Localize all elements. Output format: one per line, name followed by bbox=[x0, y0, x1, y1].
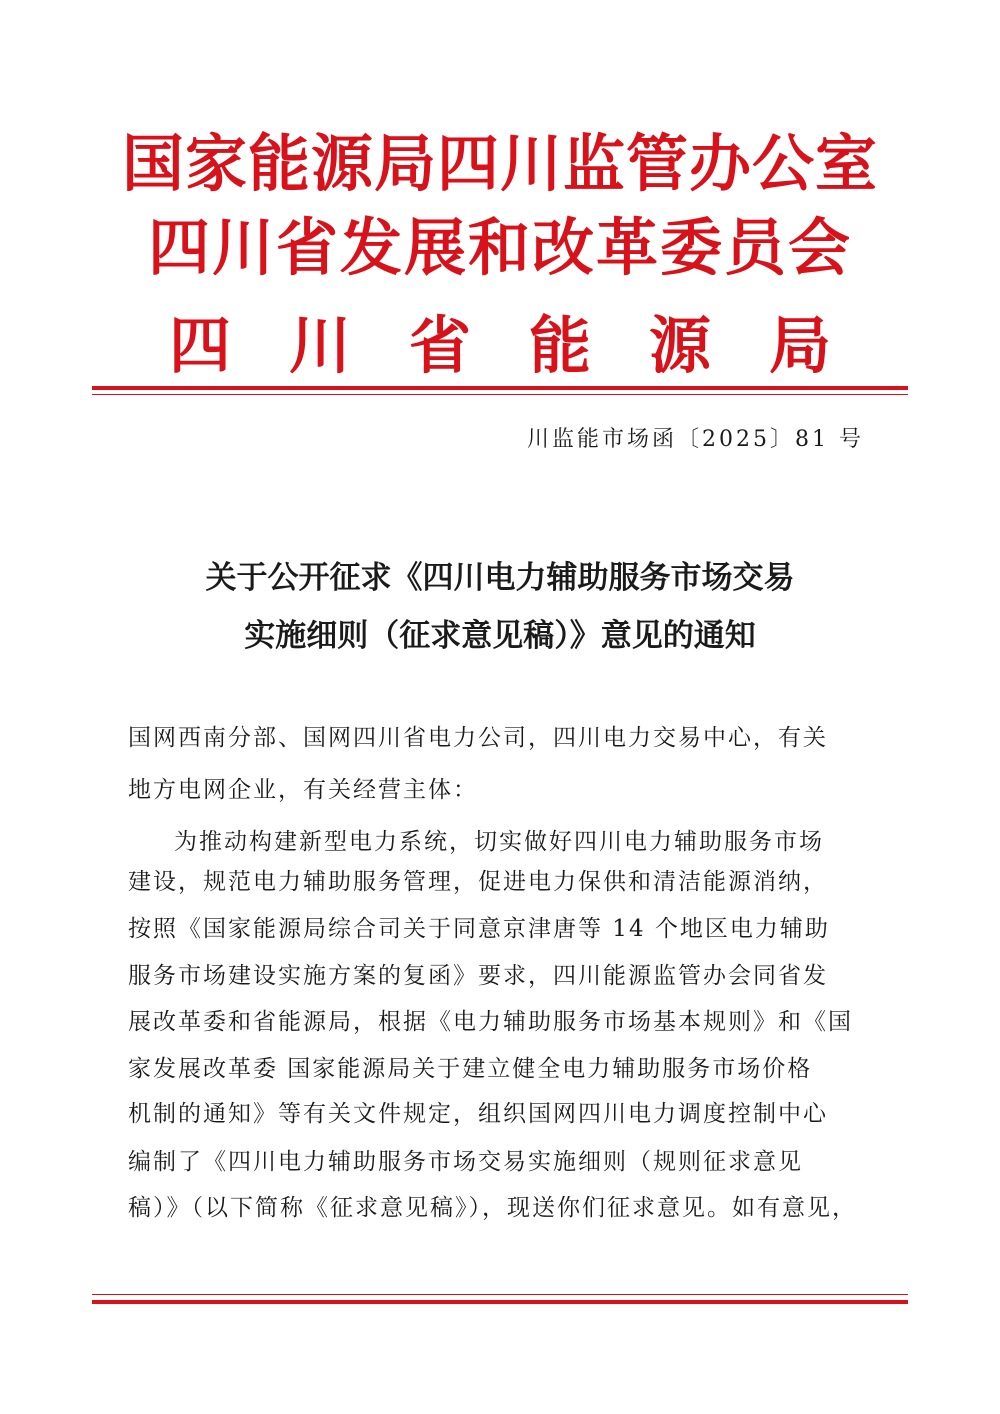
document-title-line-2: 实施细则（征求意见稿）》意见的通知 bbox=[244, 618, 756, 654]
body-line: 服务市场建设实施方案的复函》要求，四川能源监管办会同省发 bbox=[128, 963, 828, 989]
body-line: 为推动构建新型电力系统，切实做好四川电力辅助服务市场 bbox=[174, 829, 824, 855]
body-line: 展改革委和省能源局，根据《电力辅助服务市场基本规则》和《国 bbox=[128, 1009, 853, 1035]
body-line: 国网西南分部、国网四川省电力公司，四川电力交易中心，有关 bbox=[128, 725, 828, 751]
document-number: 川监能市场函〔2025〕81 号 bbox=[527, 427, 864, 452]
body-line: 编制了《四川电力辅助服务市场交易实施细则（规则征求意见 bbox=[128, 1149, 803, 1175]
footer-rule-thin bbox=[92, 1294, 908, 1295]
letterhead-line-2: 四川省发展和改革委员会 bbox=[147, 211, 852, 284]
body-line: 家发展改革委 国家能源局关于建立健全电力辅助服务市场价格 bbox=[128, 1056, 813, 1082]
body-line: 按照《国家能源局综合司关于同意京津唐等 14 个地区电力辅助 bbox=[128, 916, 830, 942]
footer-rule-thick bbox=[92, 1300, 908, 1304]
document-title-line-1: 关于公开征求《四川电力辅助服务市场交易 bbox=[205, 560, 795, 596]
letterhead-rule-thin bbox=[92, 394, 908, 395]
letterhead-rule-thick bbox=[92, 386, 908, 390]
letterhead-line-3: 四川省能源局 bbox=[168, 309, 889, 382]
body-line: 稿）》（以下简称《征求意见稿》），现送你们征求意见。如有意见， bbox=[128, 1195, 857, 1221]
body-line: 建设，规范电力辅助服务管理，促进电力保供和清洁能源消纳， bbox=[128, 869, 828, 895]
body-line: 地方电网企业，有关经营主体： bbox=[128, 777, 478, 803]
letterhead-line-1: 国家能源局四川监管办公室 bbox=[121, 127, 878, 200]
body-line: 机制的通知》等有关文件规定，组织国网四川电力调度控制中心 bbox=[128, 1101, 828, 1127]
